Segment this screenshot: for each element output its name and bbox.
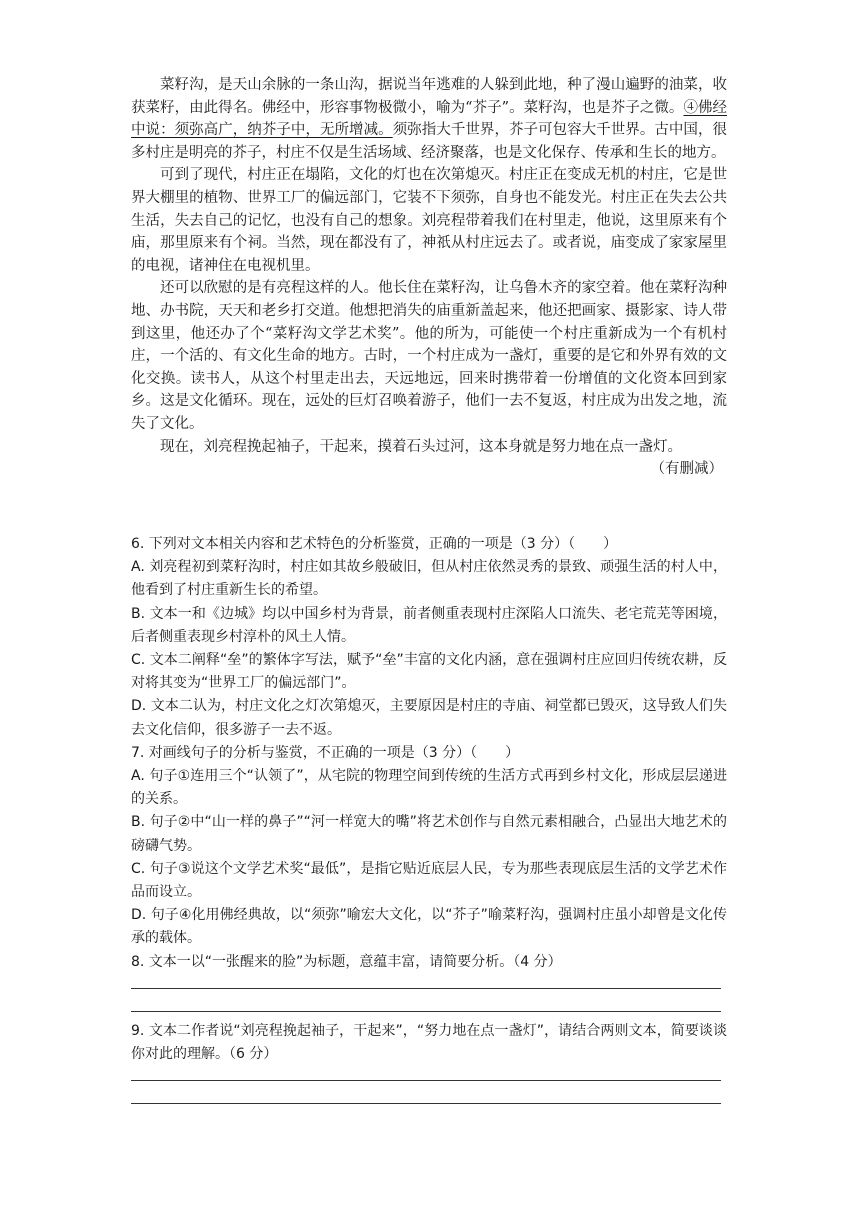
passage-paragraph-2: 可到了现代，村庄正在塌陷，文化的灯也在次第熄灭。村庄正在变成无机的村庄，它是世界大棚里的植物、世界工厂的偏远部门，它装不下须弥，自身也不能发光。村庄正在失去公共生活，失去自己的记忆，也没有自己的想象。刘亮程带着我们在村里走，他说，这里原来有个庙，那里原来有个祠。当然，现在都没有了，神祇从村庄远去了。或者说，庙变成了家家屋里的电视，诸神住在电视机里。 <box>131 167 727 274</box>
question-6-option-c: C. 文本二阐释“垒”的繁体字写法，赋予“垒”丰富的文化内涵，意在强调村庄应回归传统农耕，反对将其变为“世界工厂的偏远部门”。 <box>131 652 727 692</box>
spacer <box>131 1012 727 1020</box>
abridged-note: （有删减） <box>650 461 723 478</box>
question-7-option-b: B. 句子②中“山一样的鼻子”“河一样宽大的嘴”将艺术创作与自然元素相融合，凸显出大地艺术的磅礴气势。 <box>131 814 727 854</box>
question-9-stem: 9. 文本二作者说“刘亮程挽起袖子，干起来”，“努力地在点一盏灯”，请结合两则文本，简要谈谈你对此的理解。（6 分） <box>131 1022 727 1063</box>
question-7-option-c: C. 句子③说这个文学艺术奖“最低”，是指它贴近底层人民，专为那些表现底层生活的文学艺术作品而设立。 <box>131 860 727 901</box>
passage-p1-text-b: 须弥指大千世界，芥子可包容大千世界。古中国，很多村庄是明亮的芥子，村庄不仅是生活场域、经济聚落，也是文化保存、传承和生长的地方。 <box>131 122 728 161</box>
question-7-stem: 7. 对画线句子的分析与鉴赏，不正确的一项是（3 分）（ ） <box>131 744 520 761</box>
spacer <box>131 974 727 988</box>
question-7-option-a: A. 句子①连用三个“认领了”，从宅院的物理空间到传统的生活方式再到乡村文化，形成层层递进的关系。 <box>131 768 727 808</box>
passage-p1-text-a: 菜籽沟，是天山余脉的一条山沟，据说当年逃难的人躲到此地，种了漫山遍野的油菜，收获菜籽，由此得名。佛经中，形容事物极微小，喻为“芥子”。菜籽沟，也是芥子之微。 <box>131 77 727 116</box>
question-6-stem: 6. 下列对文本相关内容和艺术特色的分析鉴赏，正确的一项是（3 分）（ ） <box>131 536 618 552</box>
spacer <box>131 1081 727 1103</box>
passage-paragraph-3: 还可以欣慰的是有亮程这样的人。他长住在菜籽沟，让乌鲁木齐的家空着。他在菜籽沟种地、办书院，天天和老乡打交道。他想把消失的庙重新盖起来，他还把画家、摄影家、诗人带到这里，他还办了个“菜籽沟文学艺术奖”。他的所为，可能使一个村庄重新成为一个有机村庄，一个活的、有文化生命的地方。古时，一个村庄成为一盏灯，重要的是它和外界有效的文化交换。读书人，从这个村里走出去，天远地远，回来时携带着一份增值的文化资本回到家乡。这是文化循环。现在，远处的巨灯召唤着游子，他们一去不复返，村庄成为出发之地，流失了文化。 <box>131 280 727 432</box>
spacer <box>131 1066 727 1080</box>
answer-line-q9-2[interactable] <box>131 1103 721 1104</box>
passage-paragraph-1 <box>131 74 727 164</box>
reading-passage <box>131 74 727 481</box>
question-6-option-b: B. 文本一和《边城》均以中国乡村为背景，前者侧重表现村庄深陷人口流失、老宅荒芜等困境，后者侧重表现乡村淳朴的风土人情。 <box>131 605 727 645</box>
question-7-option-d: D. 句子④化用佛经典故，以“须弥”喻宏大文化，以“芥子”喻菜籽沟，强调村庄虽小却曾是文化传承的载体。 <box>131 907 727 947</box>
underlined-sentence-4: ④佛经中说：须弥高广，纳芥子中，无所增减。 <box>131 99 727 139</box>
spacer <box>131 989 727 1011</box>
questions-section <box>131 533 727 1104</box>
question-6-option-a: A. 刘亮程初到菜籽沟时，村庄如其故乡般破旧，但从村庄依然灵秀的景致、顽强生活的村人中，他看到了村庄重新生长的希望。 <box>131 559 727 599</box>
question-8-stem: 8. 文本一以“一张醒来的脸”为标题，意蕴丰富，请简要分析。（4 分） <box>131 953 562 970</box>
question-6-option-d: D. 文本二认为，村庄文化之灯次第熄灭，主要原因是村庄的寺庙、祠堂都已毁灭，这导致人们失去文化信仰，很多游子一去不返。 <box>131 698 727 738</box>
passage-paragraph-4: 现在，刘亮程挽起袖子，干起来，摸着石头过河，这本身就是努力地在点一盏灯。 <box>160 438 682 455</box>
